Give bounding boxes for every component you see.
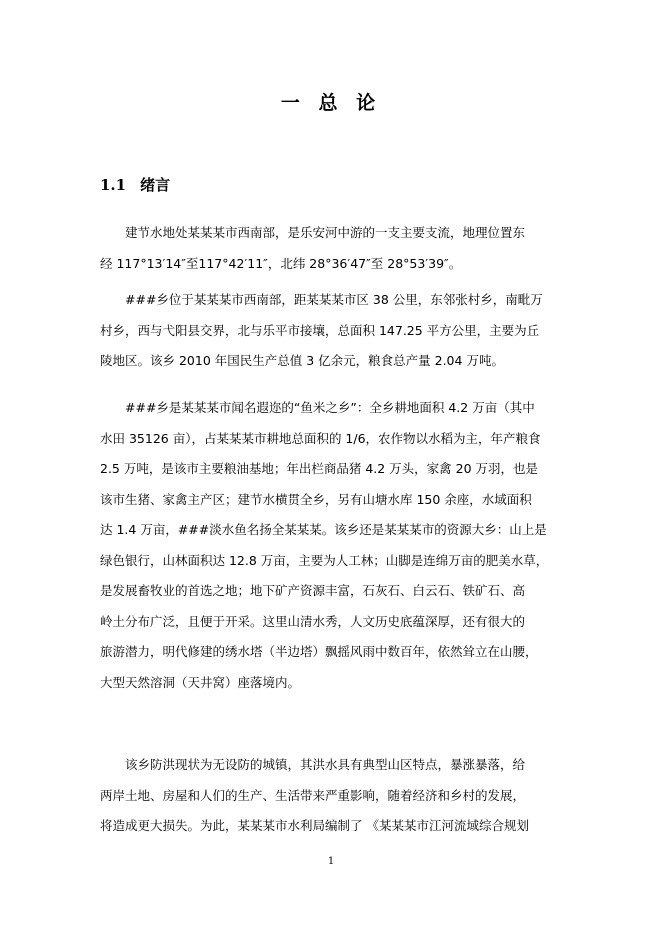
paragraph-line: 绿色银行，山林面积达 12.8 万亩，主要为人工林；山脚是连绵万亩的肥美水草，: [100, 552, 549, 568]
chapter-title: 一 总 论: [280, 92, 382, 114]
paragraph-line: ###乡位于某某某市西南部，距某某某市区 38 公里，东邻张村乡，南毗万: [125, 292, 543, 307]
paragraph-line: 2.5 万吨，是该市主要粮油基地；年出栏商品猪 4.2 万头，家禽 20 万羽，也是: [100, 461, 539, 476]
paragraph-line: 该乡防洪现状为无设防的城镇，其洪水具有典型山区特点，暴涨暴落，给: [125, 757, 526, 772]
paragraph-line: 陵地区。该乡 2010 年国民生产总值 3 亿余元，粮食总产量 2.04 万吨。: [100, 353, 504, 368]
paragraph-flood-control: [100, 750, 554, 842]
paragraph-line: 将造成更大损失。为此，某某某市水利局编制了 《某某某市江河流域综合规划: [100, 818, 529, 833]
section-number: 1.1: [100, 176, 127, 194]
paragraph-line: 岭土分布广泛，且便于开采。这里山清水秀，人文历史底蕴深厚，还有很大的: [100, 613, 526, 629]
section-label: 绪言: [140, 176, 171, 194]
paragraph-line: 水田 35126 亩），占某某某市耕地总面积的 1/6，农作物以水稻为主，年产粮食: [100, 430, 541, 446]
paragraph-line: 旅游潜力，明代修建的绣水塔（半边塔）飘摇风雨中数百年，依然耸立在山腰，: [100, 644, 538, 659]
paragraph-line: 大型天然溶洞（天井窝）座落境内。: [100, 674, 301, 690]
paragraph-line: 该市生猪、家禽主产区；建节水横贯全乡，另有山塘水库 150 余座，水域面积: [100, 491, 532, 507]
paragraph-line: ###乡是某某某市闻名遐迩的“鱼米之乡”：全乡耕地面积 4.2 万亩（其中: [125, 400, 535, 415]
paragraph-line: 村乡，西与弋阳县交界，北与乐平市接壤，总面积 147.25 平方公里，主要为丘: [100, 322, 540, 338]
paragraph-line: 建节水地处某某某市西南部，是乐安河中游的一支主要支流，地理位置东: [125, 225, 526, 240]
paragraph-line: 达 1.4 万亩，###淡水鱼名扬全某某某。该乡还是某某某市的资源大乡：山上是: [100, 522, 547, 537]
page-number: 1: [327, 856, 335, 867]
paragraph-line: 经 117°13′14″至117°42′11″，北纬 28°36′47″至 28°53′39″。: [100, 255, 462, 271]
section-heading: [100, 174, 170, 195]
paragraph-line: 是发展畜牧业的首选之地；地下矿产资源丰富，石灰石、白云石、铁矿石、高: [100, 583, 526, 598]
paragraph-overview: [100, 285, 554, 377]
paragraph-line: 两岸土地、房屋和人们的生产、生活带来严重影响，随着经济和乡村的发展，: [100, 787, 526, 803]
paragraph-resources: [100, 393, 554, 698]
paragraph-location: [100, 218, 554, 279]
